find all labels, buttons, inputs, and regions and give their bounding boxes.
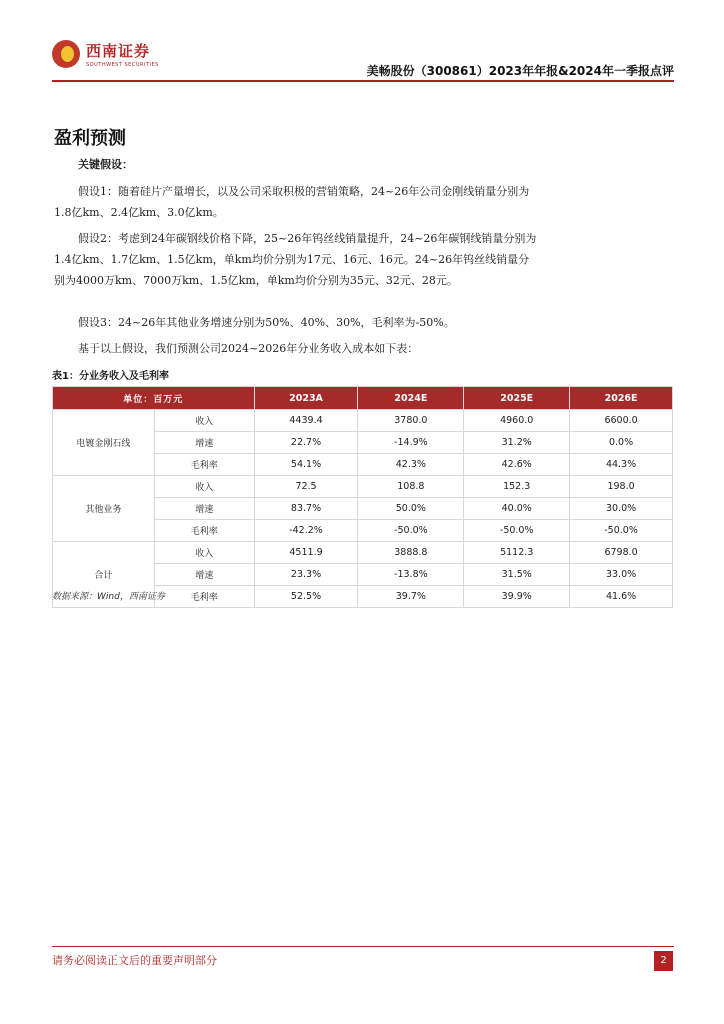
table-cell: -50.0% <box>570 520 673 542</box>
year-header: 2024E <box>358 387 464 410</box>
table-row <box>53 542 673 564</box>
table-cell: -14.9% <box>358 432 464 454</box>
table-cell: 4960.0 <box>464 410 570 432</box>
table-cell: 30.0% <box>570 498 673 520</box>
table-cell: 40.0% <box>464 498 570 520</box>
assumption-1: 假设1：随着硅片产量增长，以及公司采取积极的营销策略，24~26年公司金刚线销量分别为1.8亿km、2.4亿km、3.0亿km。 <box>54 185 530 219</box>
table-cell: 5112.3 <box>464 542 570 564</box>
table-cell: 33.0% <box>570 564 673 586</box>
table-cell: 4511.9 <box>254 542 358 564</box>
table-cell: -50.0% <box>464 520 570 542</box>
data-source-note: 数据来源：Wind，西南证券 <box>52 592 165 602</box>
footer-disclaimer: 请务必阅读正文后的重要声明部分 <box>52 954 217 967</box>
table-cell: 3888.8 <box>358 542 464 564</box>
table-cell: 83.7% <box>254 498 358 520</box>
table-cell: 50.0% <box>358 498 464 520</box>
metric-label: 增速 <box>154 432 254 454</box>
table-cell: 72.5 <box>254 476 358 498</box>
segment-name: 电镀金刚石线 <box>53 410 155 476</box>
table-caption: 表1：分业务收入及毛利率 <box>52 371 169 382</box>
page-number: 2 <box>654 951 673 971</box>
year-header: 2023A <box>254 387 358 410</box>
metric-label: 收入 <box>154 410 254 432</box>
forecast-table <box>52 386 673 608</box>
table-cell: -50.0% <box>358 520 464 542</box>
table-cell: 31.5% <box>464 564 570 586</box>
table-cell: 54.1% <box>254 454 358 476</box>
metric-label: 毛利率 <box>154 586 254 608</box>
footer-divider <box>52 946 674 947</box>
segment-name: 合计 <box>53 542 155 608</box>
metric-label: 收入 <box>154 542 254 564</box>
table-cell: 39.7% <box>358 586 464 608</box>
table-cell: -42.2% <box>254 520 358 542</box>
section-title: 盈利预测 <box>54 128 126 149</box>
page-header <box>52 40 674 80</box>
table-cell: 0.0% <box>570 432 673 454</box>
year-header: 2025E <box>464 387 570 410</box>
table-cell: 42.6% <box>464 454 570 476</box>
metric-label: 增速 <box>154 498 254 520</box>
header-divider <box>52 80 674 82</box>
unit-header: 单位：百万元 <box>53 387 255 410</box>
table-header-row <box>53 387 673 410</box>
company-logo <box>52 40 159 68</box>
table-cell: 108.8 <box>358 476 464 498</box>
table-cell: -13.8% <box>358 564 464 586</box>
logo-emblem-icon <box>52 40 80 68</box>
metric-label: 毛利率 <box>154 454 254 476</box>
metric-label: 收入 <box>154 476 254 498</box>
forecast-intro: 基于以上假设，我们预测公司2024~2026年分业务收入成本如下表： <box>78 342 419 355</box>
year-header: 2026E <box>570 387 673 410</box>
table-cell: 22.7% <box>254 432 358 454</box>
assumption-2: 假设2：考虑到24年碳钢线价格下降，25~26年钨丝线销量提升，24~26年碳钢线销量分别为1.4亿km、1.7亿km、1.5亿km，单km均价分别为17元、16元、16元。24~26年钨丝线销量分别为4000万km、7000万km、1.5亿km，单km均价分别为35元、32元、28元。 <box>54 232 537 287</box>
table-cell: 31.2% <box>464 432 570 454</box>
table-cell: 152.3 <box>464 476 570 498</box>
key-assumptions-label: 关键假设： <box>78 158 133 171</box>
table-cell: 6600.0 <box>570 410 673 432</box>
table-row <box>53 410 673 432</box>
table-cell: 6798.0 <box>570 542 673 564</box>
table-cell: 42.3% <box>358 454 464 476</box>
table-cell: 3780.0 <box>358 410 464 432</box>
table-cell: 39.9% <box>464 586 570 608</box>
logo-name-en: SOUTHWEST SECURITIES <box>86 62 159 68</box>
metric-label: 毛利率 <box>154 520 254 542</box>
table-cell: 44.3% <box>570 454 673 476</box>
table-cell: 41.6% <box>570 586 673 608</box>
assumption-3: 假设3：24~26年其他业务增速分别为50%、40%、30%，毛利率为-50%。 <box>78 316 455 329</box>
table-cell: 52.5% <box>254 586 358 608</box>
segment-name: 其他业务 <box>53 476 155 542</box>
logo-name-cn: 西南证券 <box>86 42 151 60</box>
table-row <box>53 476 673 498</box>
report-title: 美畅股份（300861）2023年年报&2024年一季报点评 <box>366 64 674 78</box>
metric-label: 增速 <box>154 564 254 586</box>
table-cell: 198.0 <box>570 476 673 498</box>
table-cell: 4439.4 <box>254 410 358 432</box>
table-cell: 23.3% <box>254 564 358 586</box>
